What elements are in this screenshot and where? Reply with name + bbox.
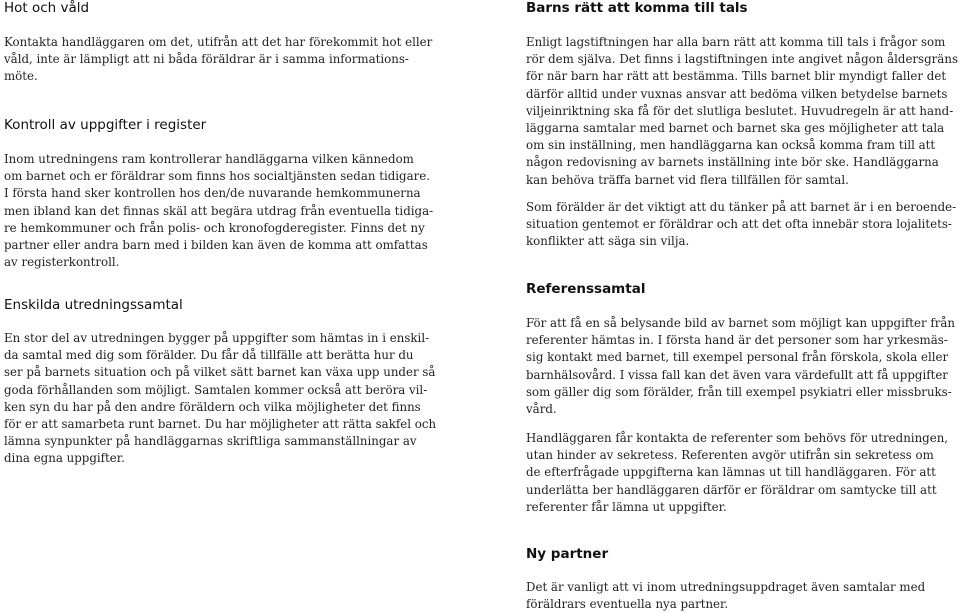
text-line: för er att samarbeta runt barnet. Du har möjligheter att rätta sakfel och [4, 417, 437, 432]
paragraph-kontroll-register [4, 151, 433, 271]
text-line: Inom utredningens ram kontrollerar handläggarna vilken kännedom [4, 152, 414, 166]
text-line: En stor del av utredningen bygger på uppgifter som hämtas in i enskil- [4, 331, 430, 345]
text-line: konflikter att säga sin vilja. [526, 234, 690, 249]
paragraph-hot-och-vald [4, 34, 432, 86]
text-line: för när barn har rätt att bestämma. Tills barnet blir myndigt faller det [526, 69, 947, 84]
text-line: kan behöva träffa barnet vid flera tillfällen för samtal. [526, 172, 849, 187]
text-line: goda förhållanden som möjligt. Samtalen kommer också att beröra vil- [4, 382, 428, 397]
text-line: referenter hämtas in. I första hand är det personer som har yrkesmäs- [526, 333, 948, 348]
text-line: vård. [526, 402, 557, 417]
heading-ny-partner: Ny partner [526, 546, 609, 562]
text-line: barnhälsovård. I vissa fall kan det även vara värdefullt att få uppgifter [526, 367, 948, 382]
text-line: da samtal med dig som förälder. Du får då tillfälle att berätta hur du [4, 348, 414, 363]
text-line: Som förälder är det viktigt att du tänker på att barnet är i en beroende- [526, 200, 957, 214]
text-line: partner eller andra barn med i bilden kan även de komma att omfattas [4, 238, 428, 253]
text-line: underlätta ber handläggaren därför er föräldrar om samtycke till att [526, 482, 937, 497]
text-line: läggarna samtalar med barnet och barnet ska ges möjligheter att tala [526, 121, 945, 136]
paragraph-barns-ratt [526, 34, 958, 189]
text-line: men ibland kan det finnas skäl att begära utdrag från eventuella tidiga- [4, 203, 434, 218]
paragraph-ny-partner [526, 579, 925, 613]
text-line: Enligt lagstiftningen har alla barn rätt att komma till tals i frågor som [526, 35, 946, 49]
text-line: ken syn du har på den andre föräldern och vilka möjligheter det finns [4, 399, 421, 414]
text-line: av registerkontroll. [4, 255, 120, 270]
paragraph-enskilda-samtal [4, 330, 436, 468]
text-line: som gäller dig som förälder, från till exempel psykiatri eller missbruks- [526, 384, 952, 399]
heading-kontroll-register: Kontroll av uppgifter i register [4, 117, 207, 133]
text-line: utan hinder av sekretess. Referenten avgör utifrån sin sekretess om [526, 448, 934, 463]
text-line: Kontakta handläggaren om det, utifrån att det har förekommit hot eller [4, 35, 433, 49]
paragraph-som-foralder [526, 199, 956, 251]
text-line: Handläggaren får kontakta de referenter som behövs för utredningen, [526, 431, 949, 445]
text-line: våld, inte är lämpligt att ni båda föräldrar är i samma informations- [4, 52, 409, 67]
text-line: lämna synpunkter på handläggarnas skriftliga sammanställningar av [4, 434, 417, 449]
text-line: I första hand sker kontrollen hos den/de nuvarande hemkommunerna [4, 186, 421, 201]
text-line: dina egna uppgifter. [4, 451, 125, 466]
text-line: ser på barnets situation och på vilket sätt barnet kan växa upp under så [4, 365, 436, 380]
text-line: re hemkommuner och från polis- och kronofogderegister. Finns det ny [4, 220, 425, 235]
text-line: referenter får lämna ut uppgifter. [526, 499, 727, 514]
text-line: föräldrars eventuella nya partner. [526, 597, 729, 612]
heading-enskilda-samtal: Enskilda utredningssamtal [4, 297, 183, 313]
heading-referenssamtal: Referenssamtal [526, 281, 646, 297]
heading-hot-och-vald: Hot och våld [4, 0, 90, 16]
text-line: situation gentemot er föräldrar och att det ofta innebär stora lojalitets- [526, 217, 952, 232]
heading-barns-ratt: Barns rätt att komma till tals [526, 0, 748, 16]
text-line: om barnet och er föräldrar som finns hos socialtjänsten sedan tidigare. [4, 169, 431, 184]
text-line: de efterfrågade uppgifterna kan lämnas ut till handläggaren. För att [526, 465, 936, 480]
text-line: därför alltid under vuxnas ansvar att bedöma vilken betydelse barnets [526, 86, 948, 101]
text-line: rör dem själva. Det finns i lagstiftningen inte angivet någon åldersgräns [526, 52, 958, 67]
text-line: För att få en så belysande bild av barnet som möjligt kan uppgifter från [526, 316, 955, 330]
text-line: viljeinriktning ska få för det slutliga beslutet. Huvudregeln är att hand- [526, 103, 954, 118]
text-line: sig kontakt med barnet, till exempel personal från förskola, skola eller [526, 350, 949, 365]
paragraph-referenssamtal [526, 315, 955, 418]
text-line: möte. [4, 69, 38, 84]
text-line: någon redovisning av barnets inställning inte bör ske. Handläggarna [526, 155, 939, 170]
text-line: Det är vanligt att vi inom utredningsuppdraget även samtalar med [526, 580, 926, 594]
paragraph-handlaggaren [526, 430, 948, 516]
text-line: om sin inställning, men handläggarna kan också komma fram till att [526, 138, 936, 153]
